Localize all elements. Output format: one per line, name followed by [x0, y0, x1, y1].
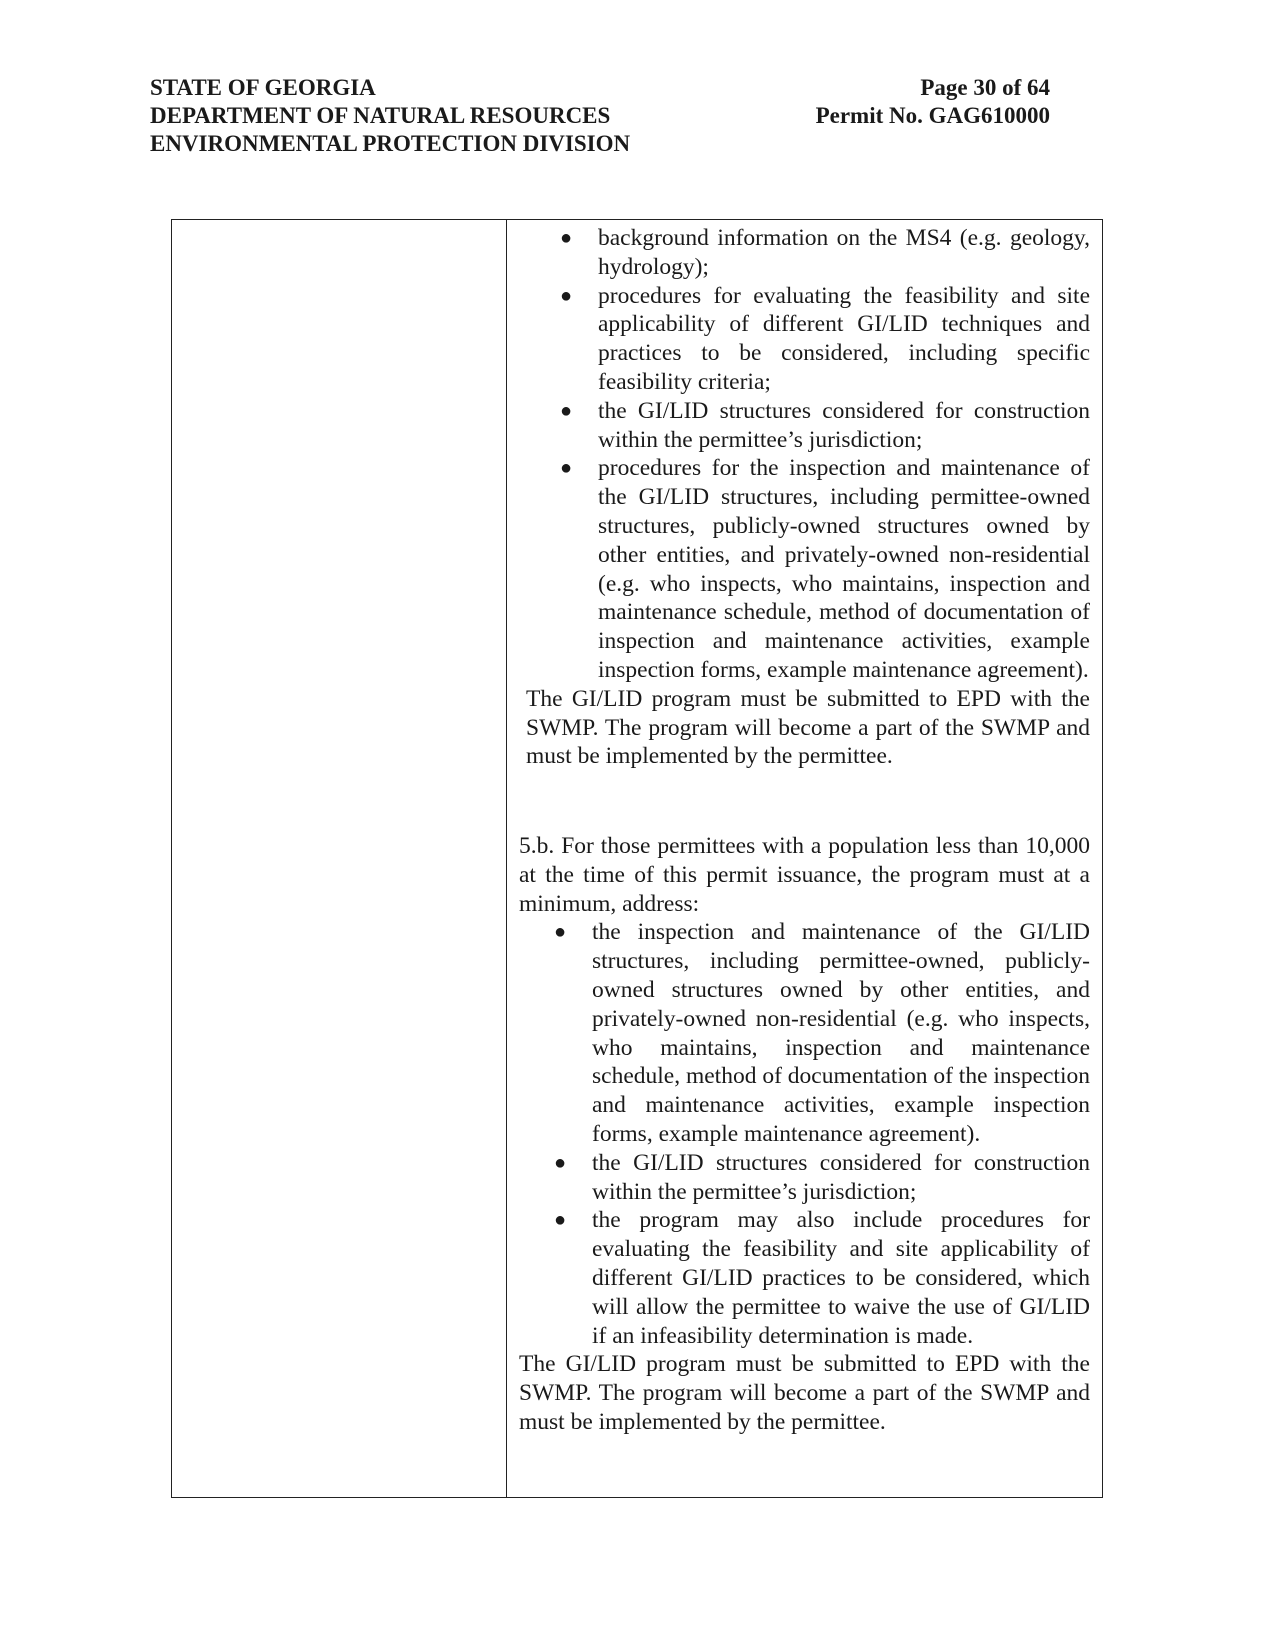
section-5b-intro: 5.b. For those permittees with a population less than 10,000 at the time of this permit issuance, the program must at a minimum, address:: [519, 833, 1090, 917]
list-item: ● background information on the MS4 (e.g. geology, hydrology);: [560, 225, 1090, 280]
header-row-1: [150, 74, 1050, 102]
page-header: [150, 74, 1050, 158]
bullet-icon: ●: [560, 284, 573, 307]
bullet-icon: ●: [560, 227, 573, 249]
program-requirements-block: [507, 224, 1102, 771]
small-permittee-block: [507, 832, 1102, 1437]
submission-paragraph: The GI/LID program must be submitted to EPD with the SWMP. The program will become a part of the SWMP and must be implemented by the permittee.: [519, 1351, 1090, 1435]
permit-table: [171, 219, 1103, 1498]
bullet-icon: ●: [554, 1209, 567, 1232]
requirements-list: [507, 224, 1102, 685]
bullet-icon: ●: [554, 1151, 567, 1174]
small-permittee-list: [507, 918, 1102, 1350]
table-right-cell: [507, 220, 1102, 1497]
bullet-icon: ●: [554, 921, 567, 944]
list-item: ● the GI/LID structures considered for construction within the permittee’s jurisdiction;: [560, 397, 1090, 453]
list-item: ● the inspection and maintenance of the GI/LID structures, including permittee-owned, publicly-owned structures owned by other entities, and privately-owned non-residential (e.g. who inspects, who maintains, inspection and maintenance schedule, method of documentation of the inspection and maintenance activities, example inspection forms, example maintenance agreement).: [554, 919, 1090, 1147]
bullet-icon: ●: [560, 399, 573, 422]
submission-paragraph: The GI/LID program must be submitted to EPD with the SWMP. The program will become a part of the SWMP and must be implemented by the permittee.: [526, 685, 1090, 770]
list-item: ● procedures for the inspection and maintenance of the GI/LID structures, including permittee-owned structures, publicly-owned structures owned by other entities, and privately-owned non-residential (e.g. who inspects, who maintains, inspection and maintenance schedule, method of documentation of inspection and maintenance activities, example inspection forms, example maintenance agreement).: [560, 455, 1090, 683]
header-row-3: [150, 130, 1050, 158]
header-state: STATE OF GEORGIA: [150, 75, 376, 100]
list-item: ● procedures for evaluating the feasibility and site applicability of different GI/LID techniques and practices to be considered, including specific feasibility criteria;: [560, 282, 1090, 395]
permit-number: Permit No. GAG610000: [815, 103, 1050, 128]
page-number: Page 30 of 64: [920, 75, 1050, 100]
list-item: ● the GI/LID structures considered for construction within the permittee’s jurisdiction;: [554, 1149, 1090, 1205]
header-department: DEPARTMENT OF NATURAL RESOURCES: [150, 103, 611, 128]
table-left-cell: [172, 220, 507, 1497]
header-row-2: [150, 102, 1050, 130]
list-item: ● the program may also include procedures for evaluating the feasibility and site applicability of different GI/LID practices to be considered, which will allow the permittee to waive the use of GI/LID if an infeasibility determination is made.: [554, 1207, 1090, 1349]
bullet-icon: ●: [560, 457, 573, 480]
header-division: ENVIRONMENTAL PROTECTION DIVISION: [150, 131, 631, 156]
